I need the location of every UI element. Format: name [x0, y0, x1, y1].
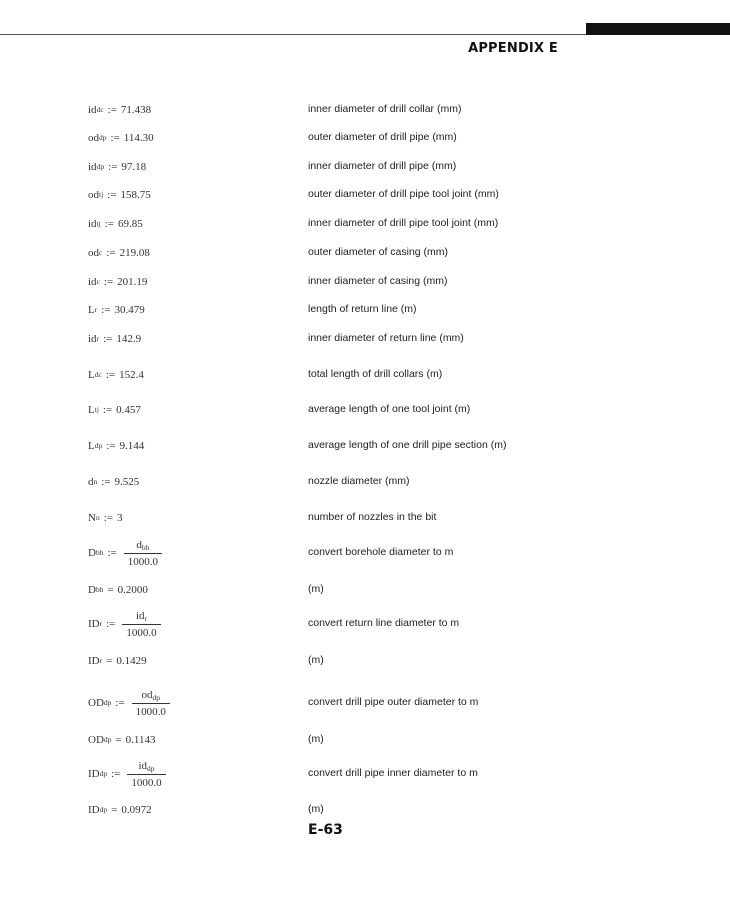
- equation-description: convert drill pipe outer diameter to m: [308, 696, 479, 708]
- equation-value: 0.457: [116, 404, 141, 416]
- equation-description: (m): [308, 583, 324, 595]
- variable-name: ID: [88, 655, 100, 667]
- fraction: [132, 689, 170, 718]
- equation-description: nozzle diameter (mm): [308, 475, 410, 487]
- equation-description: length of return line (m): [308, 303, 417, 315]
- operator: =: [115, 734, 122, 746]
- numerator-variable: d: [136, 538, 142, 551]
- equation-value: 158.75: [120, 189, 151, 201]
- variable-name: D: [88, 584, 96, 596]
- variable-name: od: [88, 132, 99, 144]
- variable-name: N: [88, 512, 96, 524]
- equation-expression: ID r = 0.1429: [88, 655, 147, 667]
- operator: :=: [101, 476, 111, 488]
- equation-value: 30.479: [114, 304, 145, 316]
- numerator-subscript: bh: [141, 542, 150, 552]
- variable-name: L: [88, 304, 95, 316]
- equation-expression: D bh = 0.2000: [88, 584, 148, 596]
- variable-name: d: [88, 476, 94, 488]
- equation-value: 0.1429: [116, 655, 147, 667]
- equation-description: convert return line diameter to m: [308, 617, 460, 629]
- equation-expression: od c := 219.08: [88, 247, 150, 259]
- fraction-denominator: 1000.0: [127, 774, 165, 789]
- equation-value: 142.9: [116, 333, 142, 345]
- equation-expression: OD dp = 0.1143: [88, 734, 156, 746]
- equation-expression: id tj := 69.85: [88, 218, 143, 230]
- equation-value: 9.525: [114, 476, 140, 488]
- variable-name: D: [88, 547, 96, 559]
- operator: :=: [102, 404, 113, 416]
- operator: :=: [106, 618, 116, 630]
- equation-description: convert drill pipe inner diameter to m: [308, 767, 478, 779]
- equation-description: convert borehole diameter to m: [308, 546, 454, 558]
- operator: :=: [107, 189, 117, 201]
- equation-description: inner diameter of return line (mm): [308, 332, 464, 344]
- operator: :=: [101, 304, 111, 316]
- operator: =: [106, 655, 113, 667]
- numerator-subscript: dp: [147, 763, 155, 773]
- fraction-denominator: 1000.0: [122, 624, 160, 639]
- numerator-variable: id: [135, 609, 145, 622]
- variable-name: ID: [88, 804, 100, 816]
- equation-value: 9.144: [119, 440, 145, 452]
- equation-description: (m): [308, 803, 324, 815]
- variable-name: L: [88, 404, 95, 416]
- operator: :=: [106, 247, 116, 259]
- operator: :=: [107, 104, 117, 116]
- variable-name: id: [88, 161, 97, 173]
- fraction-numerator: [138, 689, 165, 703]
- equation-description: average length of one tool joint (m): [308, 403, 471, 415]
- operator: :=: [103, 276, 114, 288]
- operator: :=: [108, 161, 118, 173]
- equation-value: 3: [116, 512, 123, 524]
- equation-expression: id dp := 97.18: [88, 161, 147, 173]
- equation-expression: d n := 9.525: [88, 476, 140, 488]
- equation-expression: od tj := 158.75: [88, 189, 151, 201]
- operator: :=: [115, 697, 125, 709]
- equation-expression: L dp := 9.144: [88, 440, 145, 452]
- fraction-numerator: [132, 610, 151, 624]
- equation-expression: L r := 30.479: [88, 304, 145, 316]
- equation-value: 69.85: [118, 218, 143, 230]
- variable-name: ID: [88, 618, 100, 630]
- equation-description: number of nozzles in the bit: [308, 511, 437, 523]
- fraction: [127, 760, 165, 789]
- equation-description: (m): [308, 733, 324, 745]
- operator: =: [111, 804, 118, 816]
- equation-value: 219.08: [119, 247, 150, 259]
- equation-description: outer diameter of casing (mm): [308, 246, 449, 258]
- fraction-numerator: [134, 760, 158, 774]
- equation-value: 201.19: [117, 276, 148, 288]
- variable-name: id: [88, 276, 97, 288]
- variable-name: od: [88, 189, 99, 201]
- equation-description: average length of one drill pipe section (m): [308, 439, 507, 451]
- operator: :=: [104, 218, 114, 230]
- fraction-denominator: 1000.0: [132, 703, 170, 718]
- page-number: E-63: [308, 822, 343, 838]
- variable-name: L: [88, 369, 95, 381]
- equation-description: inner diameter of drill collar (mm): [308, 103, 462, 115]
- equation-expression: id c := 201.19: [88, 276, 148, 288]
- equation-expression: ID dp := $\frac{id_{dp}}{1000.0}$: [88, 752, 166, 796]
- equation-description: outer diameter of drill pipe (mm): [308, 131, 457, 143]
- equation-expression: L tj := 0.457: [88, 404, 141, 416]
- equation-expression: L dc := 152.4: [88, 369, 144, 381]
- equation-expression: id dc := 71.438: [88, 104, 152, 116]
- operator: :=: [110, 132, 120, 144]
- equation-description: inner diameter of drill pipe (mm): [308, 160, 457, 172]
- header-rule-line: [0, 34, 586, 35]
- variable-name: ID: [88, 768, 100, 780]
- equation-expression: D bh := $\frac{d_{bh}}{1000.0}$: [88, 531, 162, 575]
- fraction: [122, 610, 160, 639]
- equation-value: 97.18: [121, 161, 147, 173]
- header-rule-bar: [586, 23, 730, 35]
- numerator-subscript: dp: [152, 692, 161, 702]
- equation-expression: ID r := $\frac{id_r}{1000.0}$: [88, 602, 161, 646]
- operator: :=: [105, 369, 116, 381]
- operator: :=: [111, 768, 121, 780]
- variable-name: OD: [88, 697, 104, 709]
- variable-name: id: [88, 218, 97, 230]
- equation-description: (m): [308, 654, 324, 666]
- equation-expression: ID dp = 0.0972: [88, 804, 152, 816]
- variable-name: od: [88, 247, 99, 259]
- equation-value: 0.1143: [125, 734, 156, 746]
- numerator-subscript: r: [144, 613, 148, 623]
- equation-expression: OD dp := $\frac{od_{dp}}{1000.0}$: [88, 681, 170, 725]
- equation-expression: od dp := 114.30: [88, 132, 154, 144]
- operator: =: [107, 584, 114, 596]
- variable-name: id: [88, 104, 97, 116]
- page-header-title: APPENDIX E: [468, 41, 558, 56]
- numerator-variable: id: [138, 759, 148, 772]
- equation-value: 71.438: [120, 104, 152, 116]
- equation-description: outer diameter of drill pipe tool joint (mm): [308, 188, 499, 200]
- equation-value: 114.30: [123, 132, 154, 144]
- equation-description: total length of drill collars (m): [308, 368, 443, 380]
- variable-name: id: [88, 333, 97, 345]
- operator: :=: [107, 547, 117, 559]
- equation-description: inner diameter of drill pipe tool joint (mm): [308, 217, 499, 229]
- equation-expression: id r := 142.9: [88, 333, 142, 345]
- equation-value: 0.2000: [117, 584, 148, 596]
- operator: :=: [103, 512, 113, 524]
- operator: :=: [103, 333, 113, 345]
- variable-name: OD: [88, 734, 104, 746]
- numerator-variable: od: [141, 688, 153, 701]
- fraction-denominator: 1000.0: [124, 553, 162, 568]
- fraction-numerator: [132, 539, 153, 553]
- operator: :=: [106, 440, 116, 452]
- equation-expression: N n := 3: [88, 512, 123, 524]
- equation-value: 152.4: [119, 369, 144, 381]
- equation-description: inner diameter of casing (mm): [308, 275, 448, 287]
- fraction: [124, 539, 162, 568]
- equation-value: 0.0972: [121, 804, 152, 816]
- variable-name: L: [88, 440, 95, 452]
